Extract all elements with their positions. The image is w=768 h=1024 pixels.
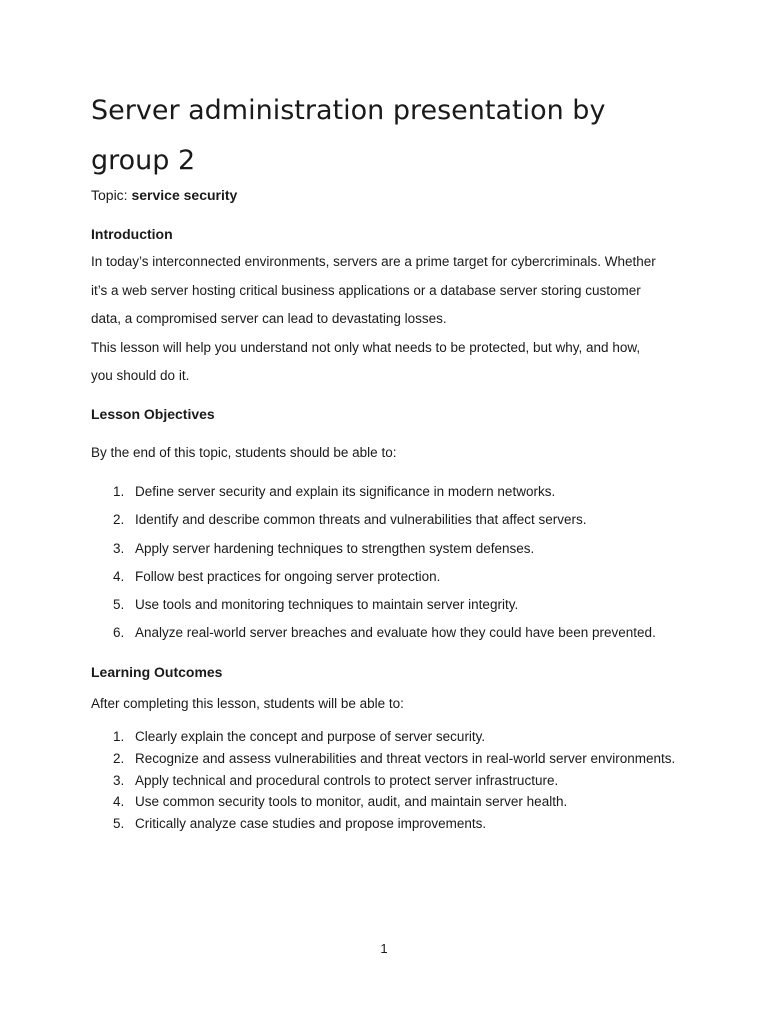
topic-line bbox=[91, 185, 237, 205]
list-item bbox=[91, 726, 681, 748]
list-item-text: Recognize and assess vulnerabilities and threat vectors in real-world server environments. bbox=[135, 750, 676, 766]
list-item bbox=[91, 535, 681, 563]
intro-line: In today’s interconnected environments, servers are a prime target for cybercriminals. Whether bbox=[91, 254, 656, 269]
list-item-text: Apply technical and procedural controls to protect server infrastructure. bbox=[135, 772, 559, 788]
list-item-text: Follow best practices for ongoing server protection. bbox=[135, 568, 441, 584]
document-title: Server administration presentation by group 2 bbox=[91, 95, 606, 176]
list-number: 4. bbox=[113, 794, 125, 810]
introduction-heading: Introduction bbox=[91, 226, 173, 242]
intro-line: it’s a web server hosting critical business applications or a database server storing customer bbox=[91, 282, 641, 298]
list-item-text: Analyze real-world server breaches and evaluate how they could have been prevented. bbox=[135, 625, 656, 641]
list-number: 1. bbox=[113, 484, 125, 499]
list-item-text: Clearly explain the concept and purpose of server security. bbox=[135, 729, 486, 744]
list-item bbox=[91, 619, 681, 647]
outcomes-intro: After completing this lesson, students will be able to: bbox=[91, 696, 404, 711]
page-number: 1 bbox=[380, 941, 388, 956]
list-item bbox=[91, 563, 681, 591]
topic-label: Topic: bbox=[91, 187, 128, 203]
list-item bbox=[91, 813, 681, 835]
introduction-paragraph bbox=[91, 248, 681, 391]
objectives-intro: By the end of this topic, students should be able to: bbox=[91, 445, 397, 460]
list-number: 5. bbox=[113, 597, 125, 613]
list-item-text: Critically analyze case studies and propose improvements. bbox=[135, 816, 487, 832]
list-item-text: Apply server hardening techniques to strengthen system defenses. bbox=[135, 540, 535, 556]
list-number: 2. bbox=[113, 512, 125, 528]
list-number: 6. bbox=[113, 625, 125, 641]
topic-value: service security bbox=[131, 187, 238, 203]
list-item-text: Use tools and monitoring techniques to maintain server integrity. bbox=[135, 597, 519, 613]
list-item bbox=[91, 591, 681, 619]
outcomes-list bbox=[91, 726, 681, 835]
list-item-text: Identify and describe common threats and vulnerabilities that affect servers. bbox=[135, 512, 587, 528]
list-item bbox=[91, 478, 681, 506]
list-number: 5. bbox=[113, 816, 125, 832]
intro-line: This lesson will help you understand not only what needs to be protected, but why, and how, bbox=[91, 339, 641, 355]
intro-line: you should do it. bbox=[91, 368, 190, 383]
list-item bbox=[91, 791, 681, 813]
list-item bbox=[91, 748, 681, 770]
list-item bbox=[91, 770, 681, 792]
list-number: 1. bbox=[113, 729, 125, 744]
list-item-text: Use common security tools to monitor, audit, and maintain server health. bbox=[135, 794, 568, 810]
list-item-text: Define server security and explain its significance in modern networks. bbox=[135, 484, 556, 499]
list-number: 3. bbox=[113, 772, 125, 788]
list-number: 4. bbox=[113, 568, 125, 584]
list-number: 2. bbox=[113, 750, 125, 766]
intro-line: data, a compromised server can lead to devastating losses. bbox=[91, 311, 447, 326]
list-number: 3. bbox=[113, 540, 125, 556]
outcomes-heading: Learning Outcomes bbox=[91, 664, 223, 680]
list-item bbox=[91, 506, 681, 534]
objectives-list bbox=[91, 478, 681, 648]
objectives-heading: Lesson Objectives bbox=[91, 406, 215, 422]
